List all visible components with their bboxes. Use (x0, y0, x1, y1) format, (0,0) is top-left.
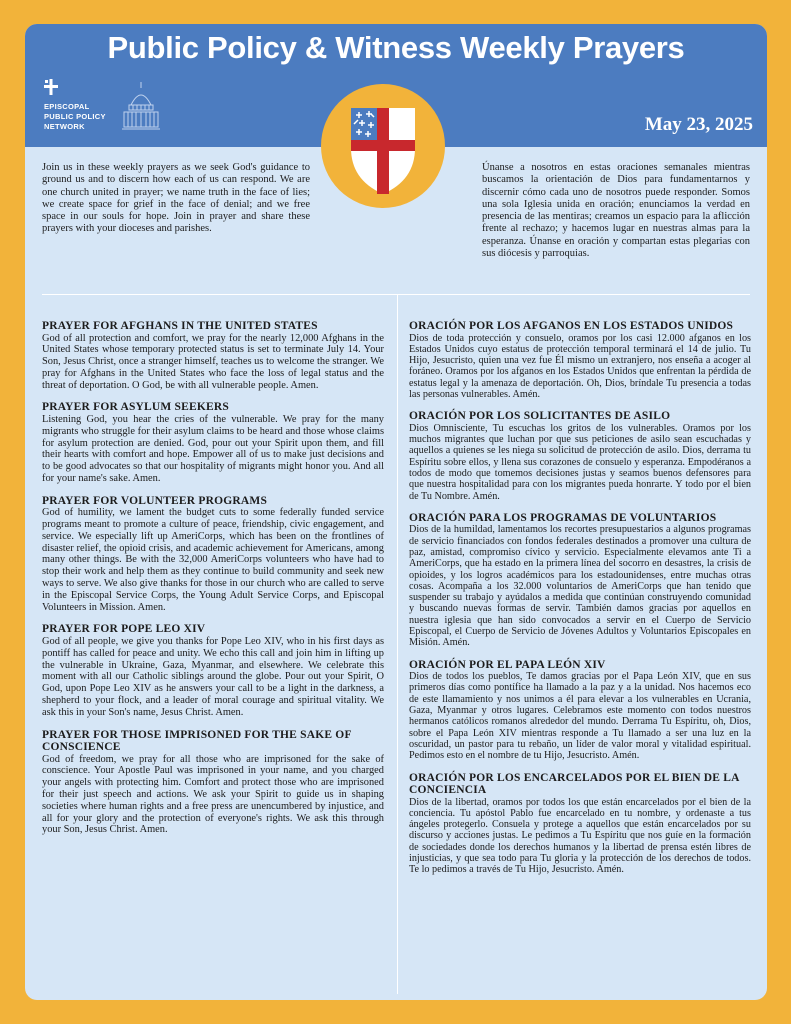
prayer-title: PRAYER FOR ASYLUM SEEKERS (42, 401, 230, 414)
prayer-title: ORACIÓN POR LOS SOLICITANTES DE ASILO (409, 410, 671, 423)
prayer-title: PRAYER FOR VOLUNTEER PROGRAMS (42, 494, 268, 507)
org-name (44, 102, 106, 132)
prayer-block (409, 772, 751, 876)
prayer-text: Dios de toda protección y consuelo, oramos por los casi 12.000 afganos en los Estados Unidos cuyo estatus de protección temporal terminará el 14 de julio. Tu Hijo, Jesucristo, quien una vez fue Él mismo un extranjero, nos enseña a acoger al foráneo. Oramos por los afganos en los Estados Unidos que enfrentan la pérdida de estatus legal y la amenaza de deportación. Oh, Dios, bríndale Tu presencia a todas las personas vulnerables. Amén. (409, 332, 751, 400)
prayer-title: PRAYER FOR POPE LEO XIV (42, 623, 206, 636)
prayer-text: God of all people, we give you thanks for Pope Leo XIV, who in his first days as pontiff has called for peace and unity. We echo this call and join him in lifting up the vulnerable in Ukraine, Gaza, Myanmar, and elsewhere. We celebrate this moment with all our Catholic siblings around the globe. Pour out your Spirit, O God, upon Pope Leo XIV as he answers your call to be a light in the darkness, a shepherd to your flock, and a leader of moral courage and spiritual vitality. We ask this in your Son's name, Jesus Christ. Amen. (42, 635, 384, 718)
page-title: Public Policy & Witness Weekly Prayers (107, 30, 685, 65)
prayer-block (42, 729, 384, 837)
prayer-text: Dios de la libertad, oramos por todos los que están encarcelados por el bien de la conciencia. Tu apóstol Pablo fue encarcelado en tu nombre, y ordenaste a tus ángeles protegerlo. Consuela y protege a aquellos que están encarcelados por su discurso y acciones justas. Le pedimos a Tu Espíritu que nos guíe en la formación de sociedades donde los derechos humanos y la libertad de prensa estén libres de injusticias, y que sea todo para Tu gloria y la protección de los derechos de todos. Te lo pedimos a través de Tu Hijo, Jesucristo. Amén. (409, 796, 751, 876)
prayer-block (42, 320, 384, 391)
intro-english: Join us in these weekly prayers as we seek God's guidance to ground us and to discern how each of us can respond. We are one church united in prayer; we name truth in the face of lies; we create space for grief in the face of denial; and we free space in our souls for hope. Join in prayer and share these prayers with your dioceses and parishes. (42, 162, 310, 235)
prayer-block (409, 410, 751, 502)
capitol-dome-icon (122, 81, 160, 131)
prayer-text: Dios Omnisciente, Tu escuchas los gritos de los vulnerables. Oramos por los muchos migrantes que luchan por que sus peticiones de asilo sean escuchadas y aquellos a quienes se les niega su solicitud de protección de asilo. Dios, derrama tu Espíritu sobre ellos, y llena sus corazones de consuelo y esperanza. Empodéranos a todos de modo que tomemos decisiones justas y seamos buenos defensores para que nuestra hospitalidad para con los migrantes pueda honrarte. Y todo por el bien de Tu Nombre. Amén. (409, 422, 751, 502)
prayer-block (42, 623, 384, 718)
prayer-block (409, 659, 751, 762)
spanish-prayers-column (409, 320, 751, 886)
prayer-title: PRAYER FOR AFGHANS IN THE UNITED STATES (42, 320, 318, 332)
prayer-title: PRAYER FOR THOSE IMPRISONED FOR THE SAKE OF CONSCIENCE (42, 728, 352, 754)
prayer-text: Dios de todos los pueblos, Te damos gracias por el Papa León XIV, que en sus primeros días como pontífice ha llamado a la paz y a la unidad. Nos hacemos eco de este llamamiento y nos unimos a él para elevar a los vulnerables en Ucrania, Gaza, Myanmar y otros lugares. Celebramos este momento con todos nuestros hermanos católicos romanos alrededor del mundo. Derrama Tu Espíritu, oh, Dios, sobre el Papa León XIV mientras responde a Tu llamado a ser una luz en la oscuridad, un pastor para tu rebaño, un líder de valor moral y vitalidad espiritual. Pedimos esto en el nombre de tu Hijo, Jesucristo. Amén. (409, 671, 751, 762)
horizontal-divider (42, 294, 750, 295)
prayer-block (42, 495, 384, 614)
org-line: PUBLIC POLICY (44, 112, 106, 121)
prayer-text: God of freedom, we pray for all those who are imprisoned for the sake of conscience. Your Apostle Paul was imprisoned in your name, and you charged your angels with protecting him. Comfort and protect those who are imprisoned for their just speech and actions. We ask your Spirit to guide us in shaping societies where human rights and a free press are unencumbered by injustice, and all for your glory and the protection of everyone's rights. We ask this through your Son, Jesus Christ. Amen. (42, 753, 384, 836)
episcopal-shield-icon (321, 84, 445, 208)
prayer-text: God of humility, we lament the budget cuts to some federally funded service programs meant to promote a culture of peace, friendship, civic engagement, and service. We especially lift up AmeriCorps, which has been on the frontlines of disaster relief, the opioid crisis, and academic achievement for Americans, among many other things. Be with the 32,000 AmeriCorps volunteers who have had to stop their work and help them as they continue to build community and seek new ways to serve. We also give thanks for those in our church who are called to serve in the Episcopal Service Corps, the Young Adult Service Corps, and Episcopal Volunteers in Mission. Amen. (42, 507, 384, 613)
prayer-block (409, 320, 751, 400)
column-divider (397, 294, 398, 994)
english-prayers-column (42, 320, 384, 846)
episcopal-cross-icon (44, 79, 58, 95)
prayer-text: God of all protection and comfort, we pray for the nearly 12,000 Afghans in the United States whose temporary protected status is set to terminate July 14. Your Son, Jesus Christ, once a stranger himself, teaches us to welcome the stranger. We pray for Afghans in the United States who face the loss of legal status and the threat of deportation. O God, be with all vulnerable people. Amen. (42, 332, 384, 391)
prayer-block (42, 401, 384, 484)
prayer-sheet (25, 24, 767, 1000)
prayer-title: ORACIÓN POR LOS AFGANOS EN LOS ESTADOS UNIDOS (409, 320, 734, 332)
prayer-block (409, 512, 751, 649)
prayer-text: Dios de la humildad, lamentamos los recortes presupuestarios a algunos programas de servicio financiados con fondos federales destinados a promover una cultura de paz, amistad, compromiso cívico y servicio. Especialmente elevamos ante Ti a AmeriCorps, que ha estado en la primera línea del socorro en desastres, la crisis de opioides, y los logros académicos para los estadounidenses, entre muchas otras cosas. Acompaña a los 32.000 voluntarios de AmeriCorps que han tenido que suspender su trabajo y ayúdalos a medida que continúan construyendo comunidad y buscando nuevas formas de servir. También damos gracias por aquellos en nuestra iglesia que han sido convocados a servir en el Cuerpo de Servicio Episcopal, el Cuerpo de Servicio de Jóvenes Adultos y Voluntarios Episcopales en Misión. Amén. (409, 524, 751, 649)
org-line: NETWORK (44, 122, 85, 131)
prayer-title: ORACIÓN PARA LOS PROGRAMAS DE VOLUNTARIOS (409, 511, 717, 524)
prayer-title: ORACIÓN POR EL PAPA LEÓN XIV (409, 658, 606, 671)
network-logo (40, 79, 190, 139)
prayer-text: Listening God, you hear the cries of the vulnerable. We pray for the many migrants who struggle for their asylum claims to be heard and those whose claims for asylum protection are denied. God, pour out your Spirit upon them, and fill their hearts with comfort and hope. Empower all of us to make just decisions and to be good advocates so that our hospitality of migrants might honor you. And all for your name's sake. Amen. (42, 413, 384, 484)
intro-spanish: Únanse a nosotros en estas oraciones semanales mientras buscamos la orientación de Dios para fundamentarnos y discernir cómo cada uno de nosotros puede responder. Somos una sola Iglesia unida en oración; enunciamos la verdad en presencia de las mentiras; creamos un espacio para la aflicción frente al rechazo; y hacemos lugar en nuestras almas para la esperanza. Únanse en oración y compartan estas plegarias con sus diócesis y parroquias. (482, 162, 750, 260)
issue-date: May 23, 2025 (644, 114, 753, 135)
prayer-title: ORACIÓN POR LOS ENCARCELADOS POR EL BIEN DE LA CONCIENCIA (409, 771, 739, 796)
org-line: EPISCOPAL (44, 102, 90, 111)
